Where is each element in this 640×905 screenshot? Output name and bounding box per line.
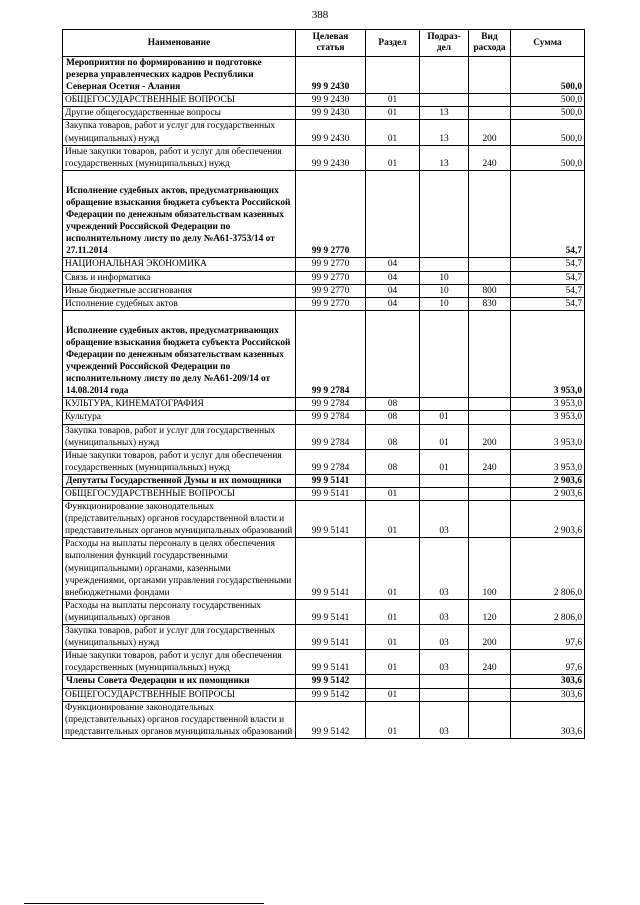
row-name: Расходы на выплаты персоналу в целях обеспечения выполнения функций государственными (муниципальными) органами, казенными учреждениями, органами управления государственными внебюджетными фондами	[63, 538, 296, 599]
row-amount: 3 953,0	[511, 424, 585, 449]
row-target: 99 9 5142	[296, 688, 366, 701]
page-number: 388	[311, 9, 329, 21]
row-name: Исполнение судебных актов, предусматривающих обращение взыскания бюджета субъекта Российской Федерации по денежным обязательствам казенных учреждений Российской Федерации по исполнительному листу по делу №А61-3753/14 от 27.11.2014	[63, 170, 296, 258]
row-amount: 97,6	[511, 625, 585, 650]
row-section: 01	[366, 107, 420, 120]
row-amount: 54,7	[511, 297, 585, 310]
row-amount: 2 806,0	[511, 538, 585, 599]
row-target: 99 9 2784	[296, 449, 366, 474]
row-target: 99 9 5141	[296, 488, 366, 501]
row-name: Расходы на выплаты персоналу государственных (муниципальных) органов	[63, 599, 296, 624]
row-target: 99 9 5141	[296, 599, 366, 624]
row-name: Культура	[63, 411, 296, 424]
row-name: Закупка товаров, работ и услуг для государственных (муниципальных) нужд	[63, 625, 296, 650]
header-name: Наименование	[63, 30, 296, 57]
table-row	[63, 538, 585, 599]
header-subsection: Подраз-дел	[420, 30, 469, 57]
row-section: 01	[366, 688, 420, 701]
row-name: КУЛЬТУРА, КИНЕМАТОГРАФИЯ	[63, 398, 296, 411]
row-subsection	[420, 474, 469, 487]
table-row	[63, 94, 585, 107]
header-amount: Сумма	[511, 30, 585, 57]
row-subsection: 01	[420, 449, 469, 474]
row-subsection: 03	[420, 625, 469, 650]
row-expense-type	[469, 675, 511, 688]
row-name: Функционирование законодательных (представительных) органов государственной власти и представительных органов муниципальных образований	[63, 701, 296, 738]
row-section: 01	[366, 94, 420, 107]
row-expense-type	[469, 271, 511, 284]
row-section: 01	[366, 625, 420, 650]
row-section: 01	[366, 120, 420, 145]
row-section: 04	[366, 284, 420, 297]
row-section: 04	[366, 297, 420, 310]
row-amount: 500,0	[511, 107, 585, 120]
row-expense-type: 120	[469, 599, 511, 624]
row-section	[366, 57, 420, 94]
row-expense-type	[469, 57, 511, 94]
row-expense-type: 240	[469, 650, 511, 675]
table-row	[63, 501, 585, 538]
row-target: 99 9 2430	[296, 107, 366, 120]
table-body	[63, 57, 585, 739]
row-amount: 500,0	[511, 57, 585, 94]
table-row	[63, 474, 585, 487]
row-name: ОБЩЕГОСУДАРСТВЕННЫЕ ВОПРОСЫ	[63, 94, 296, 107]
row-amount: 303,6	[511, 701, 585, 738]
row-name: ОБЩЕГОСУДАРСТВЕННЫЕ ВОПРОСЫ	[63, 688, 296, 701]
row-section: 08	[366, 449, 420, 474]
table-row	[63, 688, 585, 701]
row-subsection: 10	[420, 271, 469, 284]
row-subsection: 10	[420, 284, 469, 297]
table-row	[63, 107, 585, 120]
row-amount: 3 953,0	[511, 411, 585, 424]
row-target: 99 9 5141	[296, 650, 366, 675]
row-expense-type: 240	[469, 449, 511, 474]
row-target: 99 9 5142	[296, 675, 366, 688]
row-subsection: 03	[420, 599, 469, 624]
row-target: 99 9 2770	[296, 258, 366, 271]
row-subsection	[420, 94, 469, 107]
row-name: Закупка товаров, работ и услуг для государственных (муниципальных) нужд	[63, 424, 296, 449]
row-name: НАЦИОНАЛЬНАЯ ЭКОНОМИКА	[63, 258, 296, 271]
row-amount: 303,6	[511, 675, 585, 688]
row-subsection	[420, 675, 469, 688]
row-section: 08	[366, 398, 420, 411]
row-amount: 500,0	[511, 145, 585, 170]
row-amount: 54,7	[511, 170, 585, 258]
row-expense-type	[469, 258, 511, 271]
row-name: Закупка товаров, работ и услуг для государственных (муниципальных) нужд	[63, 120, 296, 145]
row-section: 01	[366, 488, 420, 501]
budget-table	[62, 29, 585, 739]
row-target: 99 9 5141	[296, 538, 366, 599]
table-row	[63, 170, 585, 258]
row-subsection: 10	[420, 297, 469, 310]
table-row	[63, 284, 585, 297]
row-target: 99 9 5141	[296, 501, 366, 538]
row-section: 04	[366, 258, 420, 271]
row-name: Исполнение судебных актов, предусматривающих обращение взыскания бюджета субъекта Российской Федерации по денежным обязательствам казенных учреждений Российской Федерации по исполнительному листу по делу №А61-209/14 от 14.08.2014 года	[63, 310, 296, 398]
row-name: Иные бюджетные ассигнования	[63, 284, 296, 297]
row-target: 99 9 2770	[296, 170, 366, 258]
row-name: Связь и информатика	[63, 271, 296, 284]
row-section: 04	[366, 271, 420, 284]
row-subsection	[420, 688, 469, 701]
row-expense-type	[469, 310, 511, 398]
row-section: 08	[366, 411, 420, 424]
header-target: Целевая статья	[296, 30, 366, 57]
row-subsection	[420, 57, 469, 94]
row-expense-type	[469, 107, 511, 120]
row-section: 01	[366, 538, 420, 599]
row-target: 99 9 2770	[296, 271, 366, 284]
table-row	[63, 650, 585, 675]
row-amount: 500,0	[511, 120, 585, 145]
row-subsection	[420, 398, 469, 411]
row-section	[366, 310, 420, 398]
row-name: Функционирование законодательных (представительных) органов государственной власти и представительных органов муниципальных образований	[63, 501, 296, 538]
row-expense-type	[469, 411, 511, 424]
row-expense-type	[469, 488, 511, 501]
row-name: Исполнение судебных актов	[63, 297, 296, 310]
table-row	[63, 57, 585, 94]
row-name: Депутаты Государственной Думы и их помощники	[63, 474, 296, 487]
row-target: 99 9 2784	[296, 411, 366, 424]
row-subsection: 13	[420, 120, 469, 145]
row-expense-type: 100	[469, 538, 511, 599]
table-row	[63, 120, 585, 145]
row-target: 99 9 2784	[296, 398, 366, 411]
table-row	[63, 449, 585, 474]
row-amount: 54,7	[511, 258, 585, 271]
row-target: 99 9 5141	[296, 474, 366, 487]
row-target: 99 9 5142	[296, 701, 366, 738]
table-row	[63, 599, 585, 624]
row-name: Члены Совета Федерации и их помощники	[63, 675, 296, 688]
row-amount: 54,7	[511, 271, 585, 284]
table-row	[63, 271, 585, 284]
row-section: 01	[366, 701, 420, 738]
footnote-divider	[24, 903, 264, 904]
row-expense-type	[469, 701, 511, 738]
row-target: 99 9 2784	[296, 310, 366, 398]
row-section	[366, 474, 420, 487]
row-subsection: 01	[420, 424, 469, 449]
row-expense-type	[469, 688, 511, 701]
row-subsection	[420, 170, 469, 258]
row-amount: 2 903,6	[511, 488, 585, 501]
row-expense-type	[469, 94, 511, 107]
row-section	[366, 675, 420, 688]
row-expense-type: 200	[469, 424, 511, 449]
row-name: ОБЩЕГОСУДАРСТВЕННЫЕ ВОПРОСЫ	[63, 488, 296, 501]
row-subsection	[420, 258, 469, 271]
row-amount: 3 953,0	[511, 310, 585, 398]
row-section: 01	[366, 145, 420, 170]
row-amount: 54,7	[511, 284, 585, 297]
table-row	[63, 701, 585, 738]
row-section: 01	[366, 650, 420, 675]
row-amount: 2 806,0	[511, 599, 585, 624]
row-amount: 500,0	[511, 94, 585, 107]
row-subsection	[420, 488, 469, 501]
row-amount: 303,6	[511, 688, 585, 701]
row-target: 99 9 2770	[296, 297, 366, 310]
row-expense-type: 200	[469, 120, 511, 145]
row-amount: 3 953,0	[511, 398, 585, 411]
row-target: 99 9 2784	[296, 424, 366, 449]
row-subsection: 13	[420, 107, 469, 120]
row-target: 99 9 2430	[296, 57, 366, 94]
row-expense-type	[469, 170, 511, 258]
row-amount: 2 903,6	[511, 474, 585, 487]
row-name: Иные закупки товаров, работ и услуг для обеспечения государственных (муниципальных) нужд	[63, 650, 296, 675]
row-name: Другие общегосударственные вопросы	[63, 107, 296, 120]
row-expense-type	[469, 474, 511, 487]
row-subsection: 01	[420, 411, 469, 424]
header-section: Раздел	[366, 30, 420, 57]
row-target: 99 9 2430	[296, 94, 366, 107]
row-expense-type: 240	[469, 145, 511, 170]
table-row	[63, 411, 585, 424]
header-expense-type: Вид расхода	[469, 30, 511, 57]
row-expense-type: 800	[469, 284, 511, 297]
row-section	[366, 170, 420, 258]
table-header-row	[63, 30, 585, 57]
table-row	[63, 297, 585, 310]
row-expense-type	[469, 398, 511, 411]
row-target: 99 9 5141	[296, 625, 366, 650]
row-target: 99 9 2770	[296, 284, 366, 297]
row-name: Иные закупки товаров, работ и услуг для обеспечения государственных (муниципальных) нужд	[63, 449, 296, 474]
table-row	[63, 424, 585, 449]
row-section: 01	[366, 599, 420, 624]
row-name: Мероприятия по формированию и подготовке резерва управленческих кадров Республики Северная Осетия - Алания	[63, 57, 296, 94]
table-row	[63, 258, 585, 271]
row-subsection	[420, 310, 469, 398]
row-subsection: 03	[420, 650, 469, 675]
row-amount: 2 903,6	[511, 501, 585, 538]
row-section: 08	[366, 424, 420, 449]
row-subsection: 03	[420, 701, 469, 738]
row-section: 01	[366, 501, 420, 538]
row-subsection: 03	[420, 501, 469, 538]
row-subsection: 13	[420, 145, 469, 170]
row-amount: 3 953,0	[511, 449, 585, 474]
row-expense-type: 830	[469, 297, 511, 310]
row-subsection: 03	[420, 538, 469, 599]
table-row	[63, 145, 585, 170]
row-amount: 97,6	[511, 650, 585, 675]
table-row	[63, 488, 585, 501]
row-name: Иные закупки товаров, работ и услуг для обеспечения государственных (муниципальных) нужд	[63, 145, 296, 170]
row-target: 99 9 2430	[296, 120, 366, 145]
row-expense-type: 200	[469, 625, 511, 650]
table-row	[63, 398, 585, 411]
row-target: 99 9 2430	[296, 145, 366, 170]
table-row	[63, 675, 585, 688]
table-row	[63, 625, 585, 650]
row-expense-type	[469, 501, 511, 538]
table-row	[63, 310, 585, 398]
